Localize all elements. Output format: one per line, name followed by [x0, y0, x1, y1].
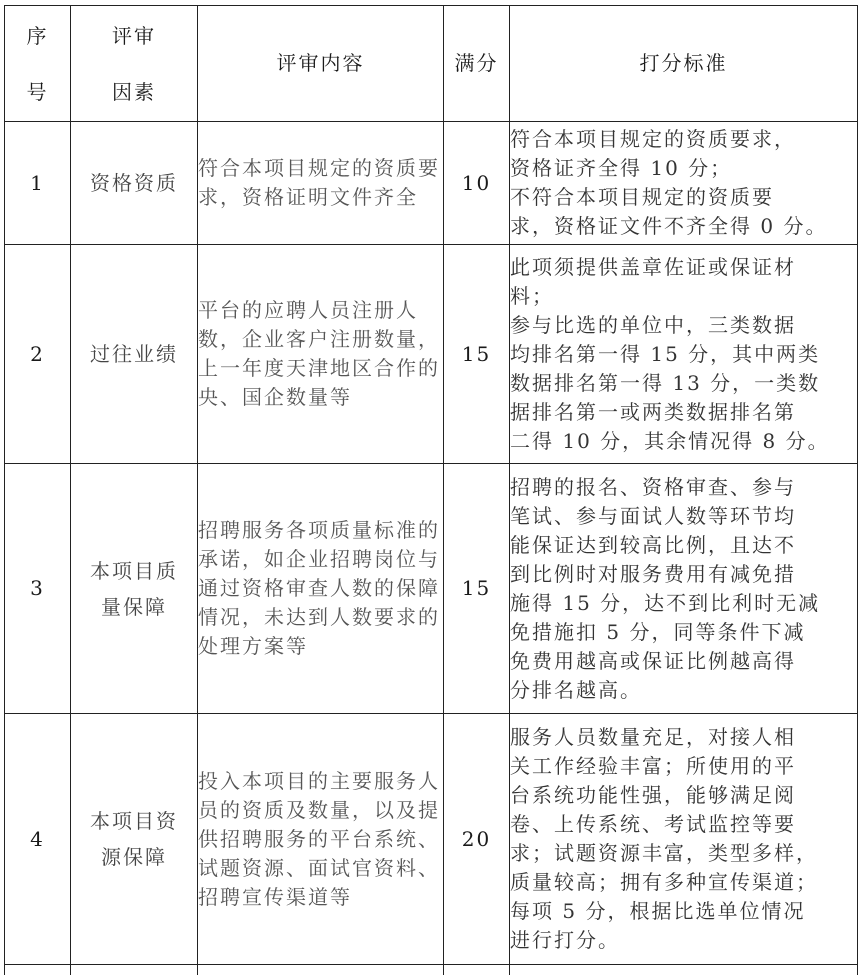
row-content: 招聘服务各项质量标准的承诺，如企业招聘岗位与通过资格审查人数的保障情况，未达到人数要求的处理方案等 — [198, 464, 444, 714]
standard-line: 服务人员数量充足，对接人相 — [510, 723, 857, 752]
row-factor-line: 源保障 — [101, 839, 167, 875]
standard-line: 参与比选的单位中，三类数据 — [510, 311, 857, 340]
table-row — [5, 464, 858, 714]
standard-line: 能保证达到较高比例，且达不 — [510, 531, 857, 560]
header-serial-number — [5, 6, 71, 122]
standard-line: 均排名第一得 15 分，其中两类 — [510, 340, 857, 369]
row-content: 平台的应聘人员注册人数，企业客户注册数量，上一年度天津地区合作的央、国企数量等 — [198, 245, 444, 464]
row-score: 15 — [444, 464, 510, 714]
standard-line: 料； — [510, 282, 857, 311]
standard-line: 分排名越高。 — [510, 676, 857, 705]
standard-line: 台系统功能性强，能够满足阅 — [510, 781, 857, 810]
header-review-factor-line1: 评审 — [112, 22, 156, 50]
row-factor-line: 过往业绩 — [90, 336, 178, 372]
header-serial-number-line1: 序 — [27, 22, 49, 50]
standard-line: 每项 5 分，根据比选单位情况 — [510, 897, 857, 926]
row-number: 1 — [5, 122, 71, 245]
header-row — [5, 6, 858, 122]
row-standard — [510, 714, 858, 965]
row-factor — [71, 245, 198, 464]
standard-line: 资格证齐全得 10 分； — [510, 154, 857, 183]
empty-cell — [444, 965, 510, 975]
header-review-content: 评审内容 — [198, 6, 444, 122]
standard-line: 符合本项目规定的资质要求， — [510, 125, 857, 154]
row-score: 10 — [444, 122, 510, 245]
standard-line: 免费用越高或保证比例越高得 — [510, 647, 857, 676]
standard-line: 质量较高；拥有多种宣传渠道； — [510, 868, 857, 897]
scoring-table — [4, 5, 858, 975]
standard-line: 关工作经验丰富；所使用的平 — [510, 752, 857, 781]
row-factor-line: 本项目资 — [90, 803, 178, 839]
empty-cell — [510, 965, 858, 975]
header-serial-number-line2: 号 — [27, 78, 49, 106]
header-review-factor-line2: 因素 — [112, 78, 156, 106]
standard-line: 免措施扣 5 分，同等条件下减 — [510, 618, 857, 647]
standard-line: 施得 15 分，达不到比利时无减 — [510, 589, 857, 618]
empty-cell — [5, 965, 71, 975]
standard-line: 求，资格证文件不齐全得 0 分。 — [510, 212, 857, 241]
table-row — [5, 122, 858, 245]
header-scoring-standard: 打分标准 — [510, 6, 858, 122]
row-factor — [71, 714, 198, 965]
table-row-partial — [5, 965, 858, 975]
row-standard — [510, 122, 858, 245]
row-content: 投入本项目的主要服务人员的资质及数量，以及提供招聘服务的平台系统、试题资源、面试官资料、招聘宣传渠道等 — [198, 714, 444, 965]
row-factor — [71, 122, 198, 245]
row-factor — [71, 464, 198, 714]
table-row — [5, 245, 858, 464]
standard-line: 到比例时对服务费用有减免措 — [510, 560, 857, 589]
row-factor-line: 资格资质 — [90, 165, 178, 201]
standard-line: 此项须提供盖章佐证或保证材 — [510, 253, 857, 282]
row-content: 符合本项目规定的资质要求，资格证明文件齐全 — [198, 122, 444, 245]
standard-line: 二得 10 分，其余情况得 8 分。 — [510, 427, 857, 456]
row-factor-line: 本项目质 — [90, 553, 178, 589]
empty-cell — [71, 965, 198, 975]
header-full-score: 满分 — [444, 6, 510, 122]
standard-line: 招聘的报名、资格审查、参与 — [510, 473, 857, 502]
row-standard — [510, 464, 858, 714]
standard-line: 笔试、参与面试人数等环节均 — [510, 502, 857, 531]
row-number: 4 — [5, 714, 71, 965]
row-score: 15 — [444, 245, 510, 464]
table-row — [5, 714, 858, 965]
standard-line: 数据排名第一得 13 分，一类数 — [510, 369, 857, 398]
row-number: 3 — [5, 464, 71, 714]
standard-line: 不符合本项目规定的资质要 — [510, 183, 857, 212]
row-score: 20 — [444, 714, 510, 965]
row-number: 2 — [5, 245, 71, 464]
row-factor-line: 量保障 — [101, 589, 167, 625]
standard-line: 进行打分。 — [510, 926, 857, 955]
standard-line: 据排名第一或两类数据排名第 — [510, 398, 857, 427]
empty-cell — [198, 965, 444, 975]
header-review-factor — [71, 6, 198, 122]
standard-line: 求；试题资源丰富，类型多样， — [510, 839, 857, 868]
row-standard — [510, 245, 858, 464]
standard-line: 卷、上传系统、考试监控等要 — [510, 810, 857, 839]
